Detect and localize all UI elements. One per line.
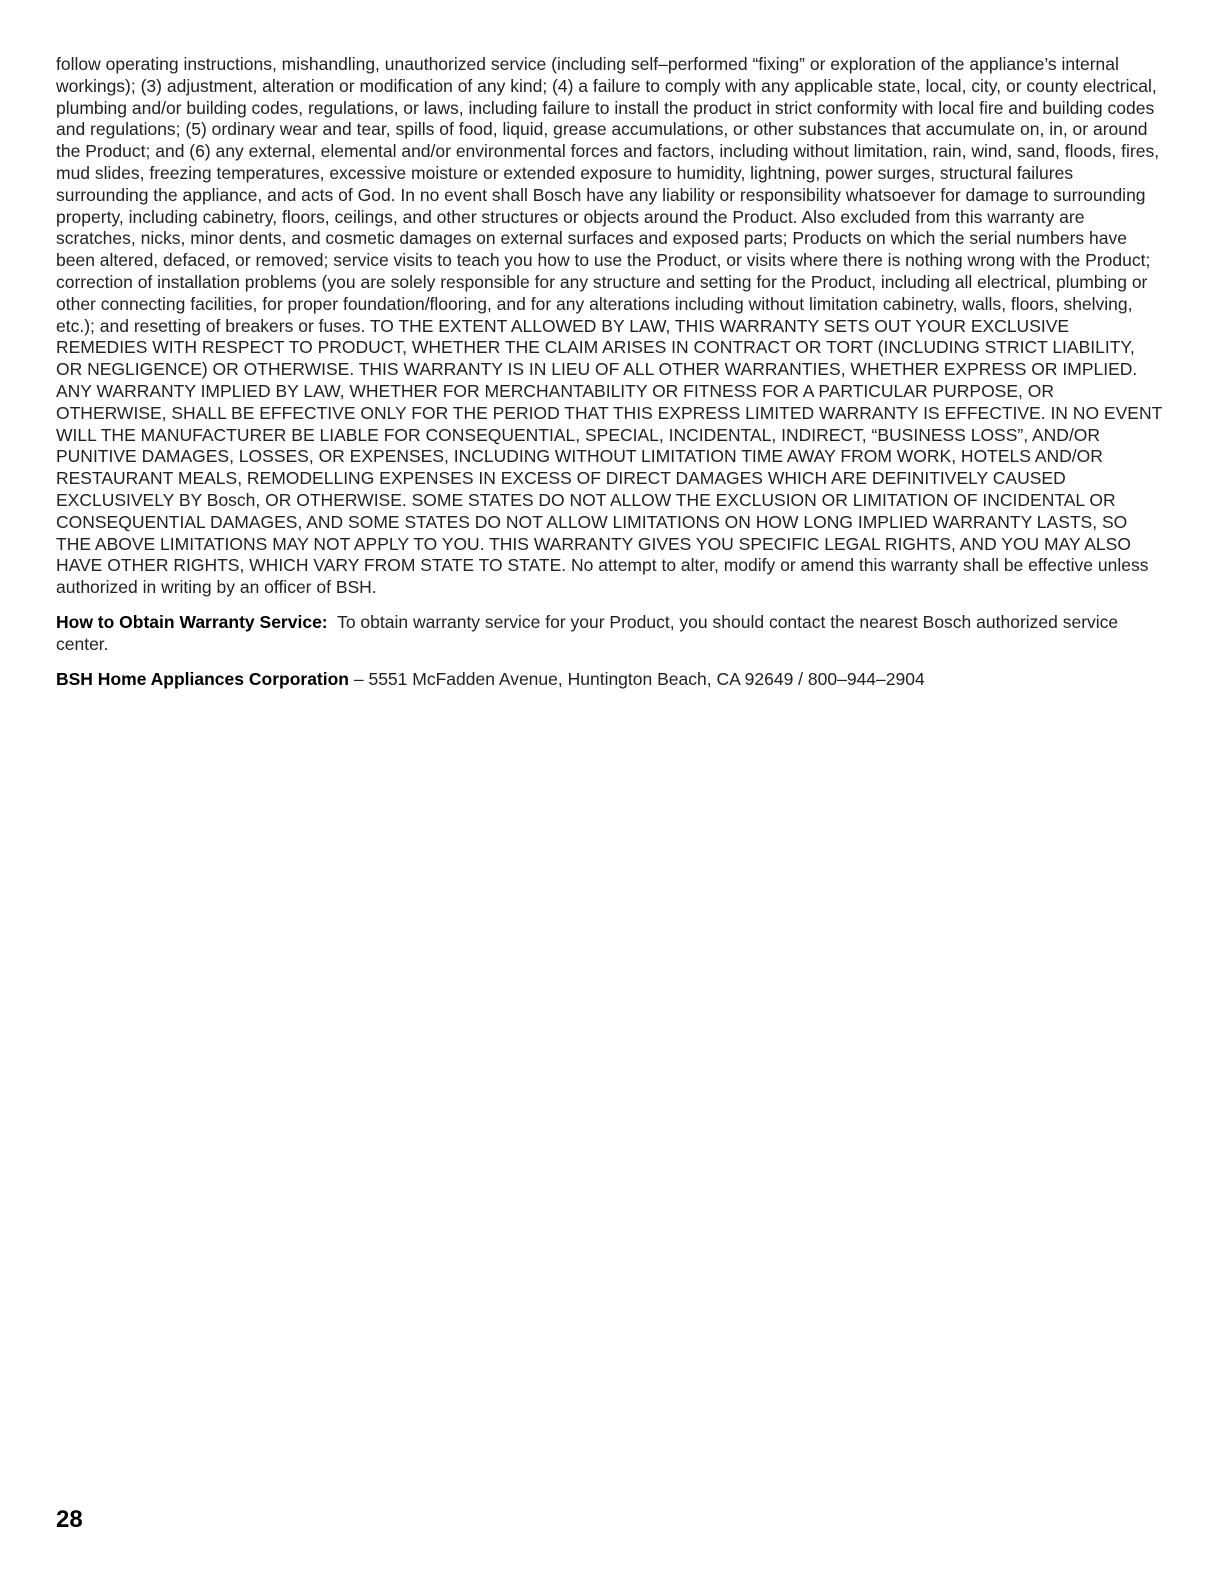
page-number: 28	[56, 1506, 83, 1533]
warranty-service-paragraph	[56, 612, 1162, 656]
company-contact-paragraph	[56, 669, 1162, 691]
warranty-service-text: To obtain warranty service for your Product, you should contact the nearest Bosch authorized service center.	[56, 611, 1119, 654]
warranty-section	[56, 54, 1162, 690]
warranty-exclusions-paragraph: follow operating instructions, mishandling, unauthorized service (including self–performed “fixing” or exploration of the appliance’s internal workings); (3) adjustment, alteration or modification of any kind; (4) a failure to comply with any applicable state, local, city, or county electrical, plumbing and/or building codes, regulations, or laws, including failure to install the product in strict conformity with local fire and building codes and regulations; (5) ordinary wear and tear, spills of food, liquid, grease accumulations, or other substances that accumulate on, in, or around the Product; and (6) any external, elemental and/or environmental forces and factors, including without limitation, rain, wind, sand, floods, fires, mud slides, freezing temperatures, excessive moisture or extended exposure to humidity, lightning, power surges, structural failures surrounding the appliance, and acts of God. In no event shall Bosch have any liability or responsibility whatsoever for damage to surrounding property, including cabinetry, floors, ceilings, and other structures or objects around the Product. Also excluded from this warranty are scratches, nicks, minor dents, and cosmetic damages on external surfaces and exposed parts; Products on which the serial numbers have been altered, defaced, or removed; service visits to teach you how to use the Product, or visits where there is nothing wrong with the Product; correction of installation problems (you are solely responsible for any structure and setting for the Product, including all electrical, plumbing or other connecting facilities, for proper foundation/flooring, and for any alterations including without limitation cabinetry, walls, floors, shelving, etc.); and resetting of breakers or fuses. TO THE EXTENT ALLOWED BY LAW, THIS WARRANTY SETS OUT YOUR EXCLUSIVE REMEDIES WITH RESPECT TO PRODUCT, WHETHER THE CLAIM ARISES IN CONTRACT OR TORT (INCLUDING STRICT LIABILITY, OR NEGLIGENCE) OR OTHERWISE. THIS WARRANTY IS IN LIEU OF ALL OTHER WARRANTIES, WHETHER EXPRESS OR IMPLIED. ANY WARRANTY IMPLIED BY LAW, WHETHER FOR MERCHANTABILITY OR FITNESS FOR A PARTICULAR PURPOSE, OR OTHERWISE, SHALL BE EFFECTIVE ONLY FOR THE PERIOD THAT THIS EXPRESS LIMITED WARRANTY IS EFFECTIVE. IN NO EVENT WILL THE MANUFACTURER BE LIABLE FOR CONSEQUENTIAL, SPECIAL, INCIDENTAL, INDIRECT, “BUSINESS LOSS”, AND/OR PUNITIVE DAMAGES, LOSSES, OR EXPENSES, INCLUDING WITHOUT LIMITATION TIME AWAY FROM WORK, HOTELS AND/OR RESTAURANT MEALS, REMODELLING EXPENSES IN EXCESS OF DIRECT DAMAGES WHICH ARE DEFINITIVELY CAUSED EXCLUSIVELY BY Bosch, OR OTHERWISE. SOME STATES DO NOT ALLOW THE EXCLUSION OR LIMITATION OF INCIDENTAL OR CONSEQUENTIAL DAMAGES, AND SOME STATES DO NOT ALLOW LIMITATIONS ON HOW LONG IMPLIED WARRANTY LASTS, SO THE ABOVE LIMITATIONS MAY NOT APPLY TO YOU. THIS WARRANTY GIVES YOU SPECIFIC LEGAL RIGHTS, AND YOU MAY ALSO HAVE OTHER RIGHTS, WHICH VARY FROM STATE TO STATE. No attempt to alter, modify or amend this warranty shall be effective unless authorized in writing by an officer of BSH.	[56, 54, 1162, 598]
company-name-label: BSH Home Appliances Corporation	[56, 668, 349, 689]
warranty-service-label: How to Obtain Warranty Service:	[56, 611, 328, 632]
company-address-text: – 5551 McFadden Avenue, Huntington Beach, CA 92649 / 800–944–2904	[353, 668, 925, 689]
